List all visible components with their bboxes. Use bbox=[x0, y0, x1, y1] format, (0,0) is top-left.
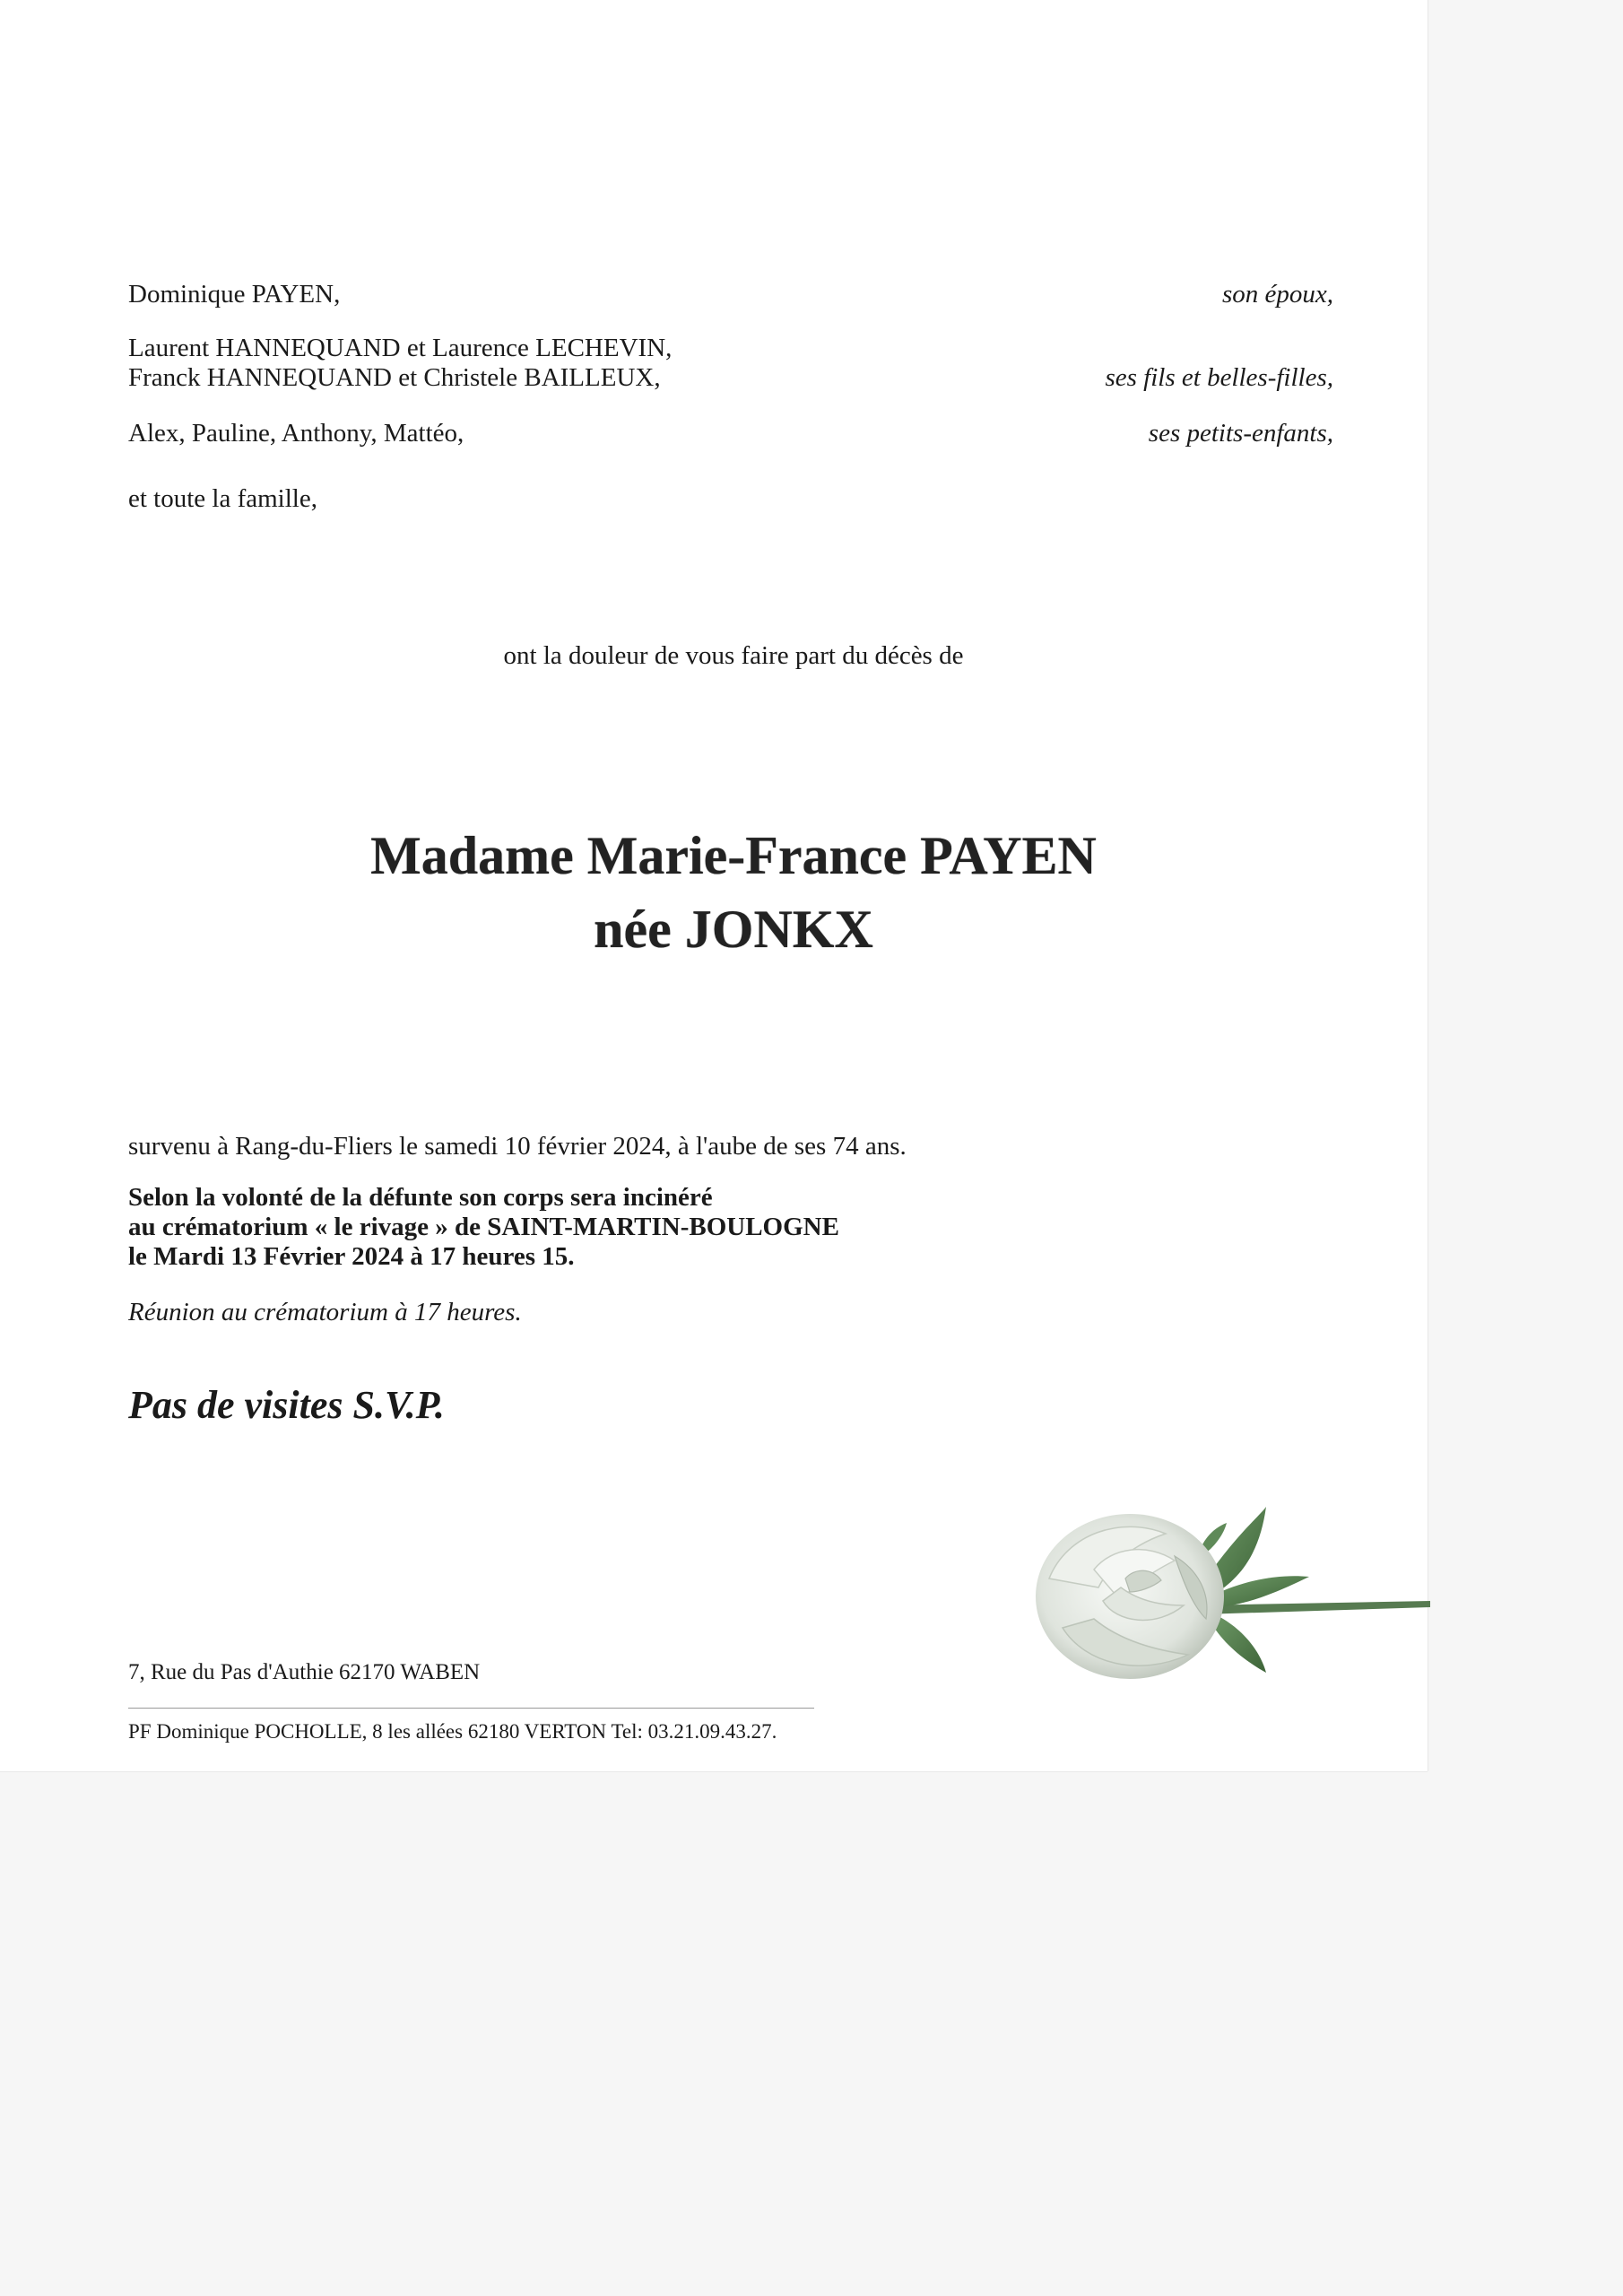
grandchildren-relation: ses petits-enfants, bbox=[1148, 419, 1333, 448]
footer-divider bbox=[128, 1708, 814, 1709]
spouse-relation: son époux, bbox=[1221, 280, 1333, 309]
ceremony-line-1: Selon la volonté de la défunte son corps sera incinéré bbox=[128, 1183, 713, 1212]
announcement-text: ont la douleur de vous faire part du décès de bbox=[503, 641, 964, 670]
deceased-maiden-name: née JONKX bbox=[594, 900, 873, 959]
white-rose-icon bbox=[1031, 1471, 1430, 1704]
ceremony-line-3: le Mardi 13 Février 2024 à 17 heures 15. bbox=[128, 1242, 575, 1271]
no-visits-notice: Pas de visites S.V.P. bbox=[128, 1383, 445, 1427]
sons-relation: ses fils et belles-filles, bbox=[1105, 363, 1333, 392]
son-couple-2: Franck HANNEQUAND et Christele BAILLEUX, bbox=[128, 363, 661, 392]
spouse-name: Dominique PAYEN, bbox=[128, 280, 341, 309]
meeting-info: Réunion au crématorium à 17 heures. bbox=[128, 1298, 522, 1326]
grandchildren-names: Alex, Pauline, Anthony, Mattéo, bbox=[128, 419, 464, 448]
son-couple-1: Laurent HANNEQUAND et Laurence LECHEVIN, bbox=[128, 334, 673, 362]
deceased-name: Madame Marie-France PAYEN bbox=[370, 826, 1097, 885]
ceremony-line-2: au crématorium « le rivage » de SAINT-MARTIN-BOULOGNE bbox=[128, 1213, 839, 1241]
funeral-home-footer: PF Dominique POCHOLLE, 8 les allées 62180 VERTON Tel: 03.21.09.43.27. bbox=[128, 1720, 777, 1743]
death-details: survenu à Rang-du-Fliers le samedi 10 février 2024, à l'aube de ses 74 ans. bbox=[128, 1132, 907, 1161]
address: 7, Rue du Pas d'Authie 62170 WABEN bbox=[128, 1660, 481, 1684]
whole-family: et toute la famille, bbox=[128, 484, 317, 513]
